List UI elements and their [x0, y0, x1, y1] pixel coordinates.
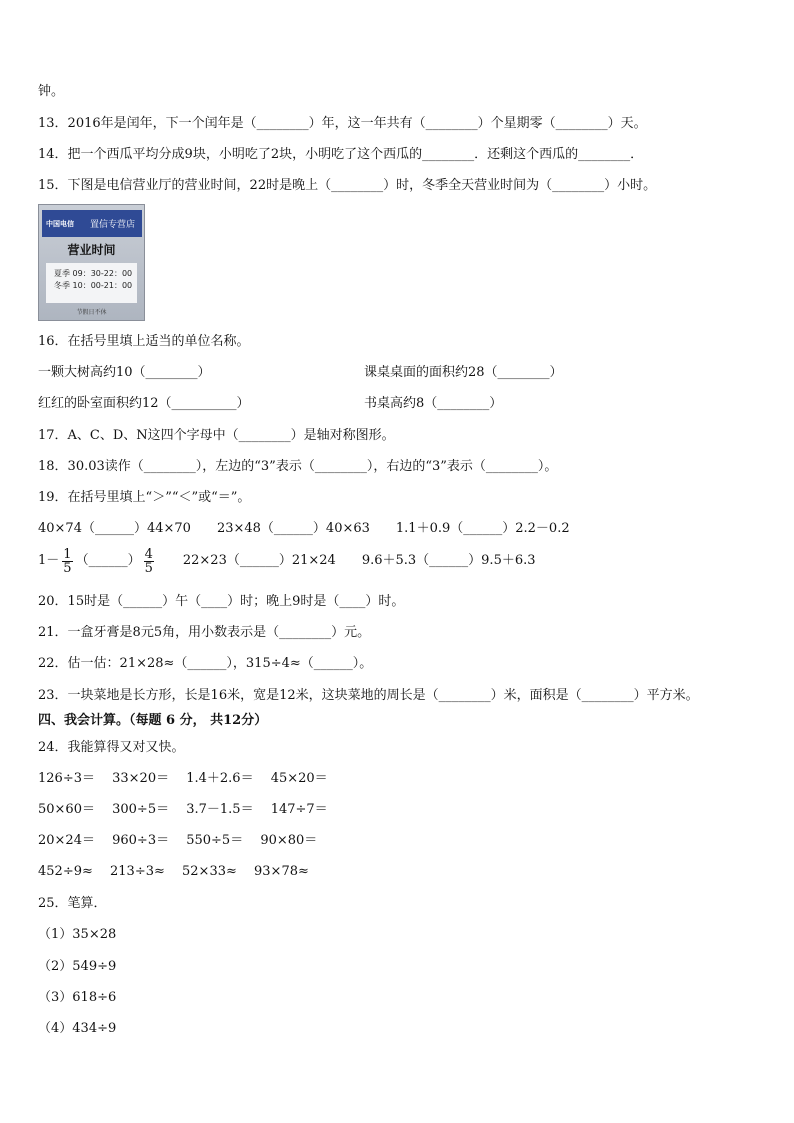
- sign-store-name: 置信专营店: [90, 220, 136, 230]
- question-20: 20．15时是（______）午（____）时；晚上9时是（____）时。: [38, 594, 405, 609]
- q19-row2-rest: 22×23（______）21×24 9.6＋5.3（______）9.5＋6.3: [182, 553, 536, 568]
- fraction-four-fifths: [144, 548, 154, 575]
- sign-title: 营业时间: [67, 243, 116, 257]
- fraction-denominator: 5: [144, 560, 153, 576]
- question-14: 14．把一个西瓜平均分成9块，小明吃了2块，小明吃了这个西瓜的________．还剩这个西瓜的________．: [38, 147, 644, 162]
- q16-item-3: 红红的卧室面积约12（__________）: [38, 396, 250, 411]
- q16-item-1: 一颗大树高约10（________）: [38, 365, 211, 380]
- q19-row-2: [38, 546, 536, 576]
- question-25: 25．笔算．: [38, 896, 107, 911]
- q24-row-1: 126÷3＝ 33×20＝ 1.4＋2.6＝ 45×20＝: [38, 771, 328, 786]
- sign-winter-hours: 冬季 10：00-21：00: [54, 281, 133, 290]
- previous-question-tail: 钟。: [38, 84, 65, 99]
- business-hours-sign-image: [38, 204, 145, 321]
- question-15: 15．下图是电信营业厅的营业时间，22时是晚上（________）时，冬季全天营业时间为（________）小时。: [38, 178, 657, 193]
- question-21: 21．一盒牙膏是8元5角，用小数表示是（________）元。: [38, 625, 371, 640]
- sign-summer-hours: 夏季 09：30-22：00: [54, 269, 133, 278]
- q19-row2-blank: （______）: [75, 553, 141, 568]
- q19-row-1: 40×74（______）44×70 23×48（______）40×63 1.1＋0.9（______）2.2－0.2: [38, 521, 570, 536]
- q25-item-3: （3）618÷6: [38, 990, 117, 1005]
- q24-row-3: 20×24＝ 960÷3＝ 550÷5＝ 90×80＝: [38, 833, 318, 848]
- question-23: 23．一块菜地是长方形，长是16米，宽是12米，这块菜地的周长是（________）米，面积是（________）平方米。: [38, 688, 699, 703]
- section-4-heading: 四、我会计算。（每题 6 分， 共12分）: [38, 713, 268, 728]
- q16-item-2: 课桌桌面的面积约28（________）: [364, 365, 563, 380]
- q16-item-4: 书桌高约8（________）: [364, 396, 503, 411]
- q25-item-1: （1）35×28: [38, 927, 117, 942]
- question-13: 13．2016年是闰年，下一个闰年是（________）年，这一年共有（________）个星期零（________）天。: [38, 116, 647, 131]
- fraction-one-fifth: [62, 548, 72, 575]
- sign-header: [42, 210, 142, 237]
- q25-item-4: （4）434÷9: [38, 1021, 117, 1036]
- question-24: 24．我能算得又对又快。: [38, 740, 185, 755]
- fraction-numerator: 4: [144, 546, 153, 562]
- fraction-numerator: 1: [63, 546, 72, 562]
- question-17: 17．A、C、D、N这四个字母中（________）是轴对称图形。: [38, 428, 395, 443]
- question-19: 19．在括号里填上“＞”“＜”或“＝”。: [38, 490, 251, 505]
- question-18: 18．30.03读作（________），左边的“3”表示（________），右边的“3”表示（________）。: [38, 459, 558, 474]
- telecom-logo: 中国电信: [46, 219, 74, 228]
- question-16: 16．在括号里填上适当的单位名称。: [38, 334, 250, 349]
- sign-hours: [46, 263, 137, 303]
- sign-footer: 节假日不休: [76, 309, 107, 316]
- question-22: 22．估一估：21×28≈（______），315÷4≈（______）。: [38, 656, 373, 671]
- q19-row2-prefix: 1－: [38, 553, 60, 568]
- fraction-denominator: 5: [63, 560, 72, 576]
- q24-row-2: 50×60＝ 300÷5＝ 3.7－1.5＝ 147÷7＝: [38, 802, 328, 817]
- q25-item-2: （2）549÷9: [38, 959, 117, 974]
- q24-row-4: 452÷9≈ 213÷3≈ 52×33≈ 93×78≈: [38, 864, 309, 879]
